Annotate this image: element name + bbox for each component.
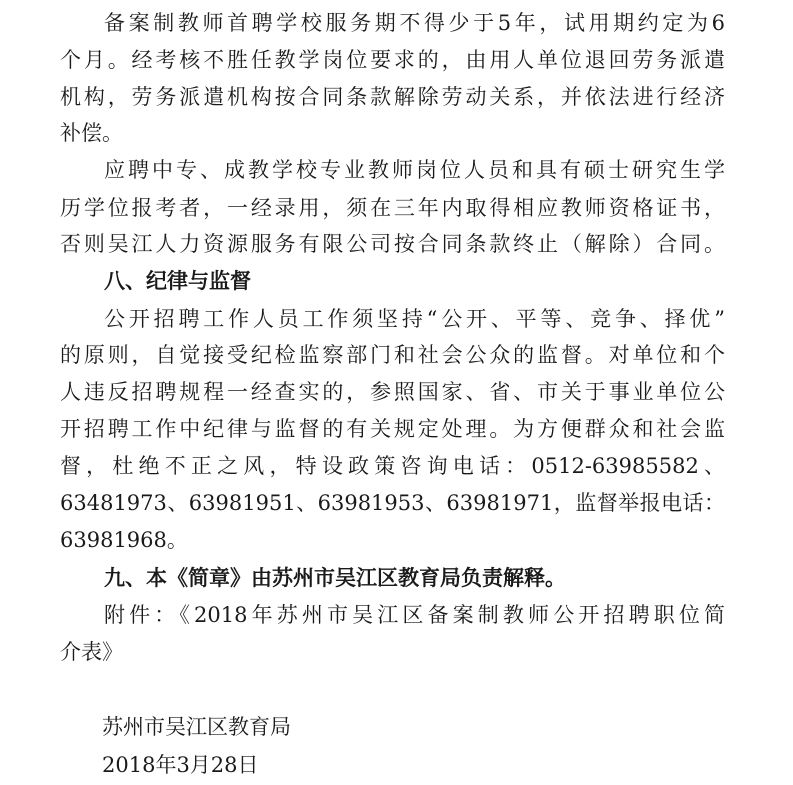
- paragraph-2-line-3: 否则吴江人力资源服务有限公司按合同条款终止（解除）合同。: [60, 232, 725, 256]
- section-9-heading: 九、本《简章》由苏州市吴江区教育局负责解释。: [104, 566, 566, 590]
- paragraph-3-line-3: 人违反招聘规程一经查实的，参照国家、省、市关于事业单位公: [60, 380, 725, 404]
- paragraph-3-line-1: 公开招聘工作人员工作须坚持“公开、平等、竞争、择优”: [104, 307, 725, 331]
- paragraph-3-line-7: 63981968。: [60, 528, 188, 552]
- attachment-line-2: 介表》: [60, 640, 123, 664]
- paragraph-1-line-4: 补偿。: [60, 121, 123, 145]
- attachment-line-1: 附件：《2018年苏州市吴江区备案制教师公开招聘职位简: [104, 603, 725, 627]
- signature-date: 2018年3月28日: [102, 753, 259, 777]
- paragraph-3-line-4: 开招聘工作中纪律与监督的有关规定处理。为方便群众和社会监: [60, 417, 725, 441]
- paragraph-3-line-5: 督，杜绝不正之风，特设政策咨询电话：0512-63985582、: [60, 454, 725, 478]
- paragraph-3-line-2: 的原则，自觉接受纪检监察部门和社会公众的监督。对单位和个: [60, 343, 725, 367]
- paragraph-2-line-1: 应聘中专、成教学校专业教师岗位人员和具有硕士研究生学: [104, 158, 725, 182]
- paragraph-1-line-1: 备案制教师首聘学校服务期不得少于5年，试用期约定为6: [104, 11, 725, 35]
- paragraph-1-line-3: 机构，劳务派遣机构按合同条款解除劳动关系，并依法进行经济: [60, 85, 725, 109]
- paragraph-3-line-6: 63481973、63981951、63981953、63981971，监督举报电话：: [60, 491, 725, 515]
- paragraph-1-line-2: 个月。经考核不胜任教学岗位要求的，由用人单位退回劳务派遣: [60, 48, 725, 72]
- signature-organization: 苏州市吴江区教育局: [102, 715, 291, 739]
- paragraph-2-line-2: 历学位报考者，一经录用，须在三年内取得相应教师资格证书，: [60, 196, 725, 220]
- section-8-heading: 八、纪律与监督: [104, 269, 251, 293]
